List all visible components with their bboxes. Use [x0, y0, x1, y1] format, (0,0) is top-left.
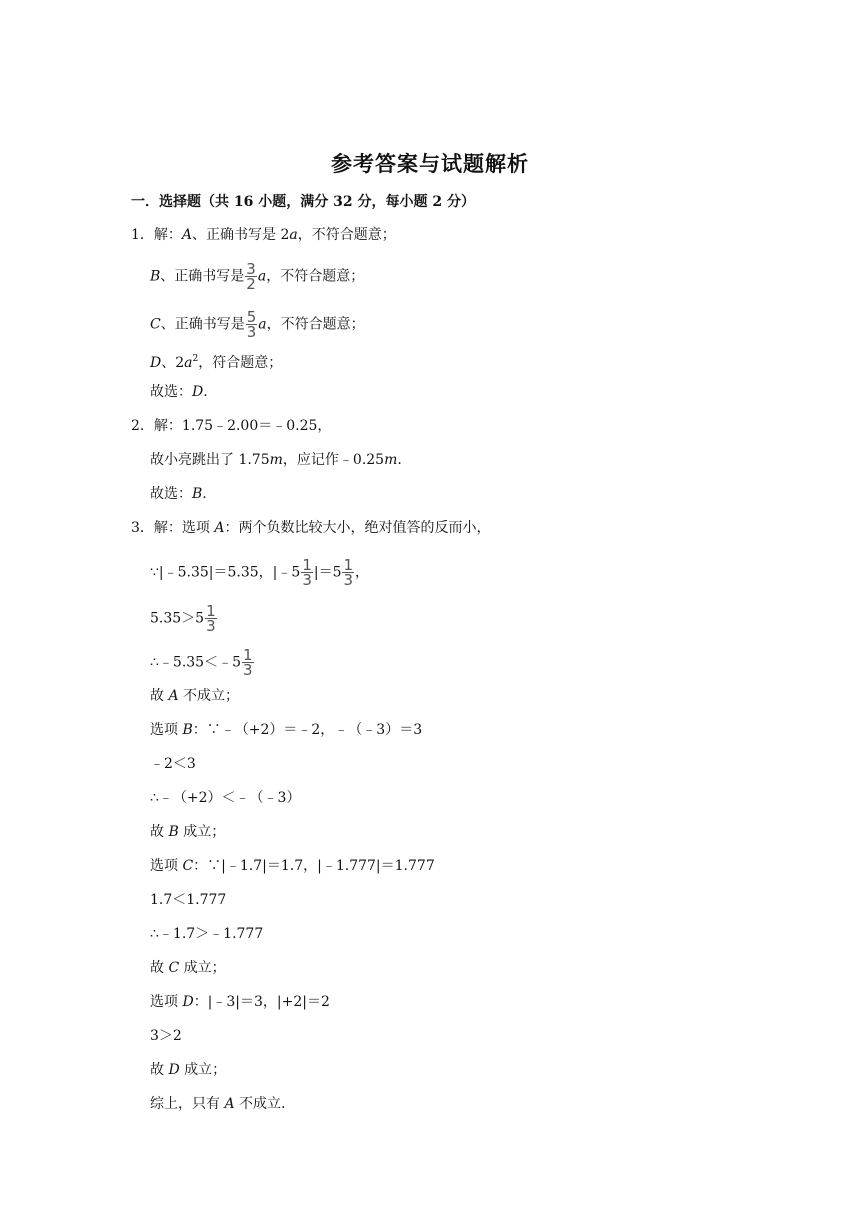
- q1-line-3: C、正确书写是 $\frac{5}{3}$ a，不符合题意；: [150, 308, 365, 341]
- q3-line-12: ∴﹣1.7＞﹣1.777: [150, 926, 264, 942]
- fraction: $\frac{1}{3}$: [243, 646, 253, 679]
- q1-line-5: 故选：D.: [150, 384, 208, 400]
- q3-line-11: 1.7＜1.777: [150, 892, 227, 908]
- q3-line-5: 故 A 不成立；: [150, 688, 240, 704]
- q3-line-7: ﹣2＜3: [150, 756, 196, 772]
- q3-line-2: ∵|﹣5.35|＝5.35，|﹣5 $\frac{1}{3}$ |＝5 $\frac{1}{3}$ ，: [150, 556, 370, 589]
- fraction: $\frac{3}{2}$: [246, 260, 256, 293]
- fraction: $\frac{1}{3}$: [206, 602, 216, 635]
- q2-line-1: 2．解：1.75﹣2.00＝﹣0.25，: [131, 418, 332, 434]
- q3-line-6: 选项 B：∵﹣（+2）＝﹣2，﹣（﹣3）＝3: [150, 722, 423, 738]
- q3-line-8: ∴﹣（+2）＜﹣（﹣3）: [150, 790, 301, 806]
- fraction: $\frac{1}{3}$: [343, 556, 354, 589]
- q3-line-9: 故 B 成立；: [150, 824, 226, 840]
- q3-line-4: ∴﹣5.35＜﹣5 $\frac{1}{3}$: [150, 646, 253, 679]
- q3-line-10: 选项 C：∵|﹣1.7|＝1.7，|﹣1.777|＝1.777: [150, 858, 435, 874]
- section-heading: 一．选择题（共 16 小题，满分 32 分，每小题 2 分）: [131, 194, 475, 210]
- q3-line-13: 故 C 成立；: [150, 960, 226, 976]
- q3-line-16: 故 D 成立；: [150, 1062, 227, 1078]
- q2-line-2: 故小亮跳出了 1.75m，应记作﹣0.25m.: [150, 452, 402, 468]
- fraction: $\frac{1}{3}$: [302, 556, 312, 589]
- q1-line-1: 1．解：A、正确书写是 2a，不符合题意；: [131, 227, 396, 243]
- q3-line-17: 综上，只有 A 不成立.: [150, 1096, 286, 1112]
- page-title: 参考答案与试题解析: [331, 151, 529, 176]
- q3-line-1: 3．解：选项 A：两个负数比较大小，绝对值答的反而小，: [131, 520, 491, 536]
- q3-line-15: 3＞2: [150, 1028, 182, 1044]
- q3-line-14: 选项 D：|﹣3|＝3，|+2|＝2: [150, 994, 330, 1010]
- q1-line-2: B、正确书写是 $\frac{3}{2}$ a，不符合题意；: [150, 260, 365, 293]
- fraction: $\frac{5}{3}$: [246, 308, 257, 341]
- q2-line-3: 故选：B.: [150, 486, 207, 502]
- q1-line-4: D、$2a^2$，符合题意；: [150, 354, 283, 371]
- q3-line-3: 5.35＞5 $\frac{1}{3}$: [150, 602, 216, 635]
